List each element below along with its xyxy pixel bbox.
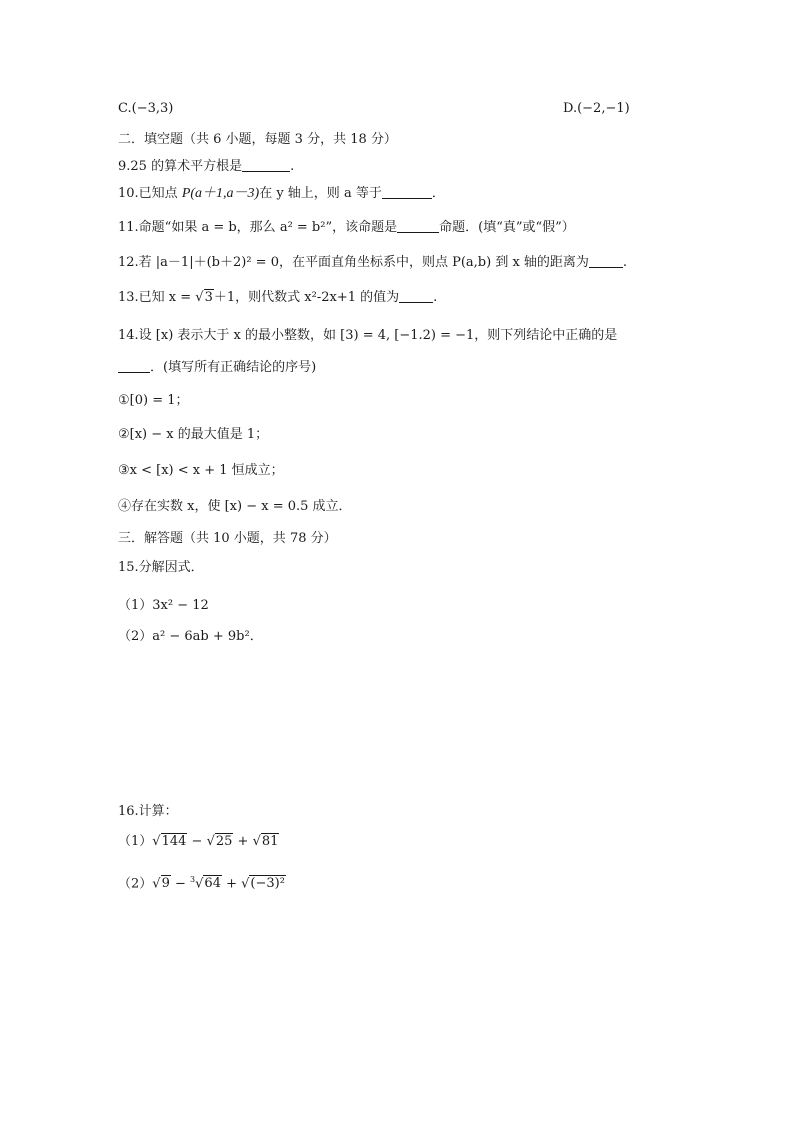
question-15: 15.分解因式．: [118, 560, 204, 575]
question-16-part-2: （2）√9 − $^3$√64 + √(−3)²: [118, 875, 285, 892]
radicand: 3: [204, 290, 213, 305]
radicand: 9: [161, 876, 170, 892]
answer-blank[interactable]: [242, 159, 290, 172]
answer-blank[interactable]: [118, 360, 150, 373]
option-c: C.(−3,3): [118, 101, 174, 116]
options-row: [118, 100, 630, 118]
part-label: （1）: [118, 834, 153, 849]
question-13: [118, 289, 437, 307]
question-11-end: 命题．(填“真”或“假”）: [439, 220, 575, 235]
question-9-end: .: [290, 159, 295, 174]
question-10-text-2: 在 y 轴上，则 a 等于: [259, 186, 382, 201]
question-10-text: 10.已知点: [118, 186, 182, 201]
answer-blank[interactable]: [397, 220, 439, 233]
question-13-text-2: ＋1，则代数式 x²-2x+1 的值为: [213, 290, 400, 305]
question-9: [118, 158, 294, 176]
answer-blank[interactable]: [589, 255, 623, 268]
radicand: 25: [215, 834, 233, 849]
point-p-expression: P(a＋1,a－3): [181, 186, 260, 201]
question-15-part-2: （2）a² − 6ab + 9b²．: [118, 629, 263, 644]
question-15-part-1: （1）3x² − 12: [118, 598, 209, 613]
question-9-text: 9.25 的算术平方根是: [118, 159, 243, 174]
question-12-end: .: [622, 255, 628, 270]
option-d: D.(−2,−1): [563, 101, 630, 116]
question-12-text: 12.若 |a－1|＋(b＋2)² = 0，在平面直角坐标系中，则点 P(a,b) 到 x 轴的距离为: [118, 255, 589, 270]
part-label: （2）: [118, 876, 153, 892]
statement-4: ④存在实数 x，使 [x) − x = 0.5 成立．: [118, 499, 352, 514]
question-11: [118, 219, 575, 237]
question-11-text: 11.命题“如果 a = b，那么 a² = b²”，该命题是: [118, 220, 398, 235]
radicand: 81: [261, 834, 279, 849]
answer-blank[interactable]: [382, 186, 432, 199]
radicand: 144: [161, 834, 187, 849]
question-13-end: .: [433, 290, 438, 305]
question-13-text: 13.已知 x =: [118, 290, 196, 305]
sqrt-symbol: √: [195, 290, 204, 305]
statement-3: ③x < [x) < x + 1 恒成立；: [118, 463, 284, 478]
question-10-end: ．: [431, 186, 445, 201]
section-answer-heading: 三．解答题（共 10 小题，共 78 分）: [118, 531, 337, 546]
statement-2: ②[x) − x 的最大值是 1；: [118, 427, 269, 442]
question-14-instruction: ．(填写所有正确结论的序号): [150, 360, 317, 375]
question-14-line-2: [118, 359, 316, 377]
radicand: (−3)²: [250, 876, 285, 892]
radicand: 64: [204, 876, 221, 892]
question-14: 14.设 [x) 表示大于 x 的最小整数，如 [3) = 4, [−1.2) = −1，则下列结论中正确的是: [118, 328, 618, 343]
question-10: [118, 185, 445, 203]
statement-1: ①[0) = 1；: [118, 393, 189, 408]
section-fill-in-heading: 二．填空题（共 6 小题，每题 3 分，共 18 分）: [118, 132, 397, 147]
question-12: [118, 254, 627, 272]
answer-blank[interactable]: [399, 290, 433, 303]
question-16: 16.计算：: [118, 804, 178, 819]
question-16-part-1: （1）√144 − √25 + √81: [118, 834, 279, 849]
